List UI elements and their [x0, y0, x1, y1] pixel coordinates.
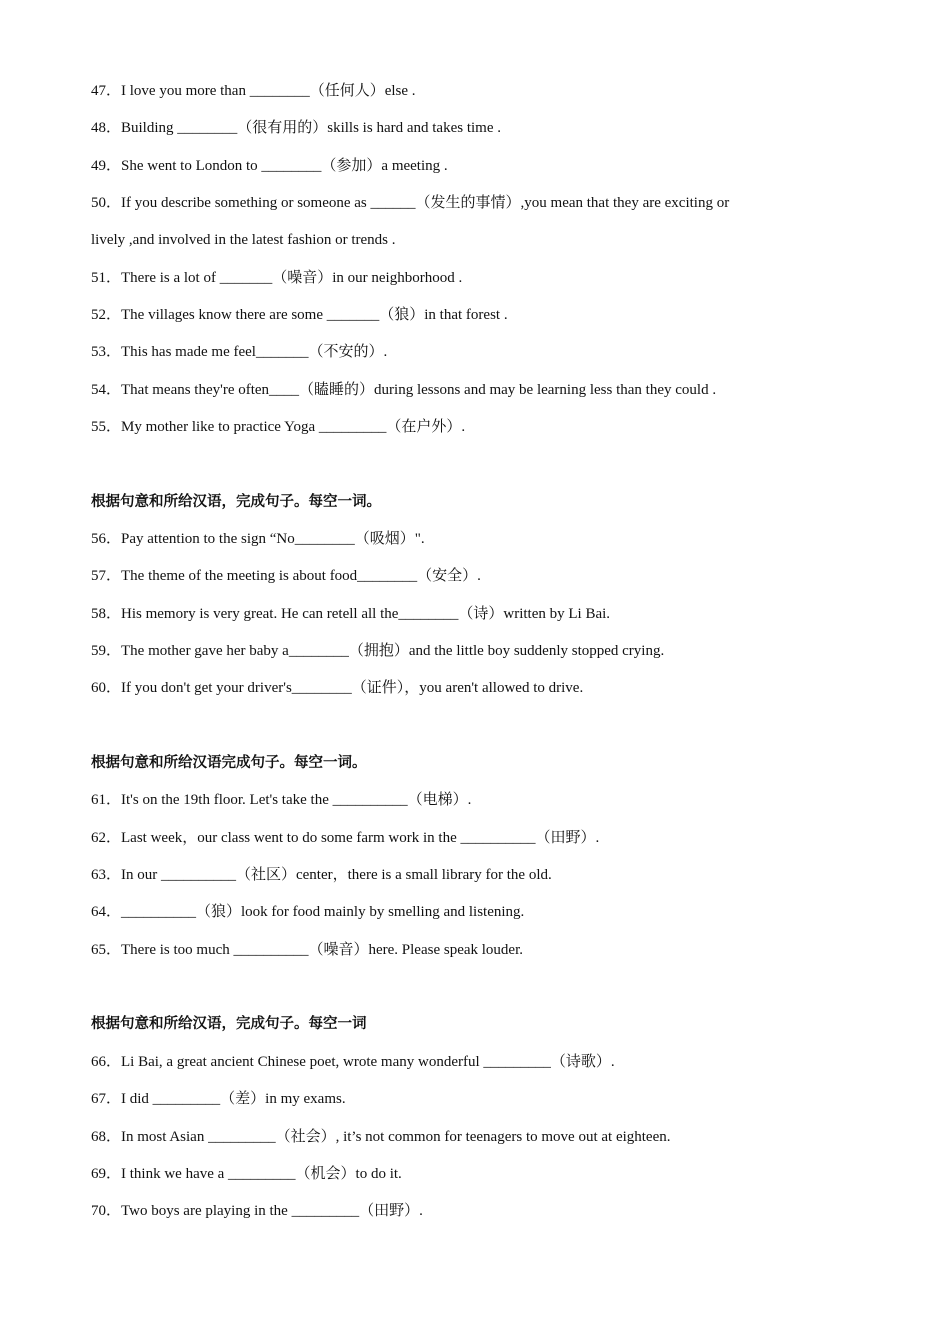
question-61: 61．It's on the 19th floor. Let's take the __________（电梯）.: [91, 792, 472, 808]
question-55: 55．My mother like to practice Yoga _________（在户外）.: [91, 419, 466, 435]
question-59: 59．The mother gave her baby a________（拥抱）and the little boy suddenly stopped crying.: [91, 643, 665, 659]
question-49: 49．She went to London to ________（参加）a meeting .: [91, 158, 448, 174]
question-63: 63．In our __________（社区）center，there is a small library for the old.: [91, 867, 552, 883]
section-heading-2: 根据句意和所给汉语完成句子。每空一词。: [91, 755, 367, 771]
question-51: 51．There is a lot of _______（噪音）in our neighborhood .: [91, 270, 463, 286]
question-50-continuation: lively ,and involved in the latest fashion or trends .: [91, 232, 396, 248]
question-66: 66．Li Bai, a great ancient Chinese poet, wrote many wonderful _________（诗歌）.: [91, 1054, 615, 1070]
question-69: 69．I think we have a _________（机会）to do it.: [91, 1166, 402, 1182]
question-58: 58．His memory is very great. He can retell all the________（诗）written by Li Bai.: [91, 606, 611, 622]
question-48: 48．Building ________（很有用的）skills is hard and takes time .: [91, 120, 501, 136]
question-64: 64．__________（狼）look for food mainly by smelling and listening.: [91, 904, 525, 920]
question-47: 47．I love you more than ________（任何人）else .: [91, 83, 416, 99]
question-60: 60．If you don't get your driver's________（证件），you aren't allowed to drive.: [91, 680, 584, 696]
question-54: 54．That means they're often____（瞌睡的）during lessons and may be learning less than they could .: [91, 382, 717, 398]
section-heading-3: 根据句意和所给汉语，完成句子。每空一词: [91, 1016, 367, 1032]
question-50: 50．If you describe something or someone as ______（发生的事情）,you mean that they are exciting or: [91, 195, 730, 211]
section-heading-1: 根据句意和所给汉语，完成句子。每空一词。: [91, 494, 381, 510]
question-67: 67．I did _________（差）in my exams.: [91, 1091, 346, 1107]
question-56: 56．Pay attention to the sign “No________（吸烟）".: [91, 531, 425, 547]
question-65: 65．There is too much __________（噪音）here. Please speak louder.: [91, 942, 523, 958]
question-53: 53．This has made me feel_______（不安的）.: [91, 344, 388, 360]
question-70: 70．Two boys are playing in the _________（田野）.: [91, 1203, 423, 1219]
question-68: 68．In most Asian _________（社会）, it’s not common for teenagers to move out at eighteen.: [91, 1129, 671, 1145]
question-52: 52．The villages know there are some _______（狼）in that forest .: [91, 307, 508, 323]
question-62: 62．Last week，our class went to do some farm work in the __________（田野）.: [91, 830, 600, 846]
question-57: 57．The theme of the meeting is about food________（安全）.: [91, 568, 481, 584]
